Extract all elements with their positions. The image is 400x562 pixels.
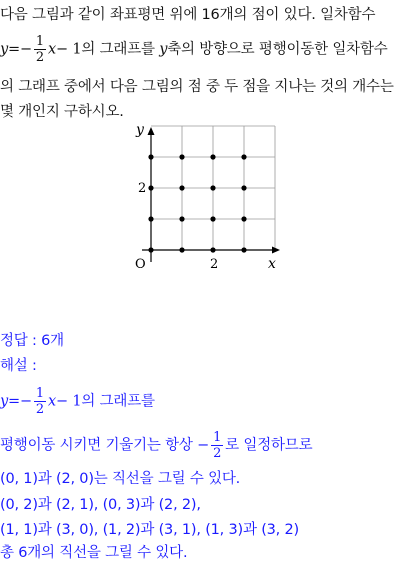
fraction-numerator: 1 bbox=[35, 34, 44, 49]
x-axis-arrow-icon bbox=[272, 247, 280, 254]
lattice-point bbox=[179, 247, 184, 252]
slope-sign: − bbox=[197, 437, 210, 454]
lattice-point bbox=[148, 216, 153, 221]
lattice-point bbox=[241, 216, 246, 221]
slope-pre-text: 평행이동 시키면 기울기는 항상 bbox=[0, 437, 193, 454]
lattice-point bbox=[179, 185, 184, 190]
lattice-point bbox=[210, 185, 215, 190]
x-axis-label: x bbox=[268, 256, 276, 272]
y-tick-label: 2 bbox=[138, 181, 147, 196]
sol-eq-text: 의 그래프를 bbox=[81, 393, 155, 410]
problem-text: 의 그래프를 bbox=[81, 41, 155, 58]
lattice-point bbox=[241, 247, 246, 252]
problem-text-rest: 축의 방향으로 평행이동한 일차함수 bbox=[167, 41, 388, 58]
axis-name: y bbox=[159, 41, 168, 58]
slope-post-text: 로 일정하므로 bbox=[225, 437, 313, 454]
problem-line-3: 의 그래프 중에서 다음 그림의 점 중 두 점을 지나는 것의 개수는 bbox=[0, 79, 394, 95]
problem-line-4: 몇 개인지 구하시오. bbox=[0, 104, 124, 120]
solution-equation bbox=[0, 386, 155, 417]
var-x: x bbox=[47, 41, 56, 58]
lattice-point bbox=[148, 154, 153, 159]
sol-fraction-numerator: 1 bbox=[35, 386, 44, 401]
pairs-line-1: (0, 1)과 (2, 0)는 직선을 그릴 수 있다. bbox=[0, 471, 241, 487]
lattice-point bbox=[148, 247, 153, 252]
sol-var-y: y bbox=[0, 393, 8, 410]
sol-constant: − 1 bbox=[55, 393, 82, 410]
sol-fraction bbox=[34, 386, 46, 417]
sol-equals-minus: =− bbox=[8, 393, 32, 410]
total-line: 총 6개의 직선을 그릴 수 있다. bbox=[0, 545, 188, 561]
origin-label: O bbox=[135, 257, 146, 272]
equals-minus: =− bbox=[8, 41, 32, 58]
pairs-line-3: (1, 1)과 (3, 0), (1, 2)과 (3, 1), (1, 3)과 (3, 2) bbox=[0, 522, 299, 538]
lattice-point bbox=[210, 247, 215, 252]
lattice-point bbox=[179, 154, 184, 159]
var-y: y bbox=[0, 41, 8, 58]
problem-line-1: 다음 그림과 같이 좌표평면 위에 16개의 점이 있다. 일차함수 bbox=[0, 7, 376, 23]
pairs-line-2: (0, 2)과 (2, 1), (0, 3)과 (2, 2), bbox=[0, 497, 201, 513]
lattice-point bbox=[241, 154, 246, 159]
x-tick-label: 2 bbox=[210, 257, 219, 272]
coordinate-plane-figure bbox=[118, 122, 288, 274]
explanation-label: 해설 : bbox=[0, 358, 37, 374]
lattice-point bbox=[241, 185, 246, 190]
slope-fraction-denominator: 2 bbox=[213, 446, 222, 461]
answer-line: 정답 : 6개 bbox=[0, 333, 64, 349]
y-axis-arrow-icon bbox=[148, 127, 155, 135]
lattice-point bbox=[179, 216, 184, 221]
slope-fraction bbox=[211, 430, 223, 461]
slope-fraction-numerator: 1 bbox=[213, 430, 222, 445]
slope-line bbox=[0, 430, 312, 461]
constant-term: − 1 bbox=[55, 41, 82, 58]
fraction-denominator: 2 bbox=[35, 50, 44, 65]
problem-line-2 bbox=[0, 34, 388, 65]
lattice-point bbox=[210, 216, 215, 221]
fraction-one-half bbox=[34, 34, 46, 65]
lattice-point bbox=[210, 154, 215, 159]
lattice-point bbox=[148, 185, 153, 190]
sol-fraction-denominator: 2 bbox=[35, 402, 44, 417]
points-group bbox=[148, 154, 246, 252]
y-axis-label: y bbox=[136, 122, 144, 138]
sol-var-x: x bbox=[47, 393, 56, 410]
